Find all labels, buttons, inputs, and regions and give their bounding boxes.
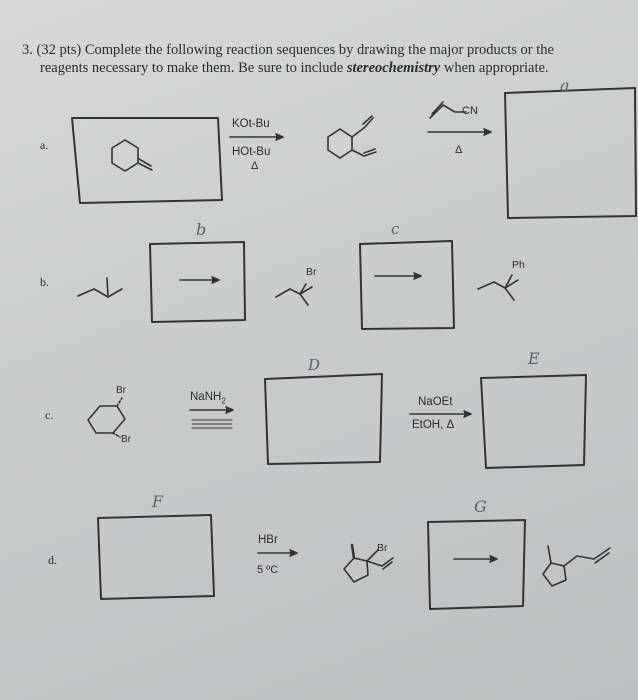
handwritten-d: D — [308, 356, 321, 374]
part-c-label: c. — [45, 408, 54, 422]
part-a-heat2-label: Δ — [455, 144, 463, 156]
part-b-br-label: Br — [306, 266, 317, 278]
part-d-product — [543, 546, 610, 586]
question-text-line2-start: reagents necessary to make them. Be sure to include — [40, 60, 347, 76]
part-a-reagent-top: KOt-Bu — [232, 118, 270, 130]
part-b-alkane — [78, 278, 122, 297]
handwritten-f: F — [152, 492, 164, 511]
part-b-ph-label: Ph — [512, 259, 525, 271]
part-b-arrow-1-head — [212, 277, 219, 283]
part-c-answer-box-1 — [265, 374, 382, 464]
part-a-exocyclic-bond — [138, 159, 152, 170]
part-c-wedge-bottom — [113, 433, 120, 437]
part-c-equal-lines — [192, 420, 232, 428]
part-d-arrow-2-head — [490, 556, 497, 562]
handwritten-g: G — [474, 497, 487, 516]
part-c-reagent-2-bottom: EtOH, Δ — [412, 419, 455, 431]
part-d-answer-box-1 — [98, 515, 214, 599]
question-text-line1: Complete the following reaction sequences by drawing the major products or the — [84, 42, 554, 58]
part-a-arrow-2-head — [484, 129, 491, 135]
part-a-arrow-1-head — [276, 134, 283, 140]
part-a-start-box — [72, 118, 222, 203]
part-a-reagent-bottom: HOt-Bu — [232, 146, 271, 158]
handwritten-a: a — [560, 76, 570, 95]
part-c-arrow-2-head — [464, 411, 471, 417]
part-b-arrow-2-head — [414, 273, 421, 279]
part-d-arrow-head — [290, 550, 297, 556]
part-d-wedge — [352, 545, 354, 558]
part-a-label: a. — [40, 138, 49, 152]
part-a-diene-alkene-1 — [352, 116, 373, 137]
part-d-reagent-top: HBr — [258, 534, 278, 546]
part-c-reagent-1-text: NaNH — [190, 391, 222, 403]
handwritten-b: b — [196, 220, 207, 239]
handwritten-e: E — [528, 349, 540, 368]
part-c-reagent-2-top: NaOEt — [418, 396, 453, 408]
part-b-phenyl-product — [478, 275, 518, 300]
part-b-answer-box-1 — [150, 242, 245, 322]
part-b-bromide — [276, 284, 312, 305]
question-emphasis: stereochemistry — [346, 60, 441, 76]
part-c-reagent-1-sub: 2 — [221, 396, 226, 406]
part-d-br-label: Br — [377, 542, 388, 554]
part-b-label: b. — [40, 275, 49, 289]
part-d-label: d. — [48, 553, 57, 567]
part-c-answer-box-2 — [481, 375, 586, 468]
part-a-diene-alkene-2 — [352, 149, 376, 156]
part-c-br-bottom-label: Br — [121, 434, 131, 445]
part-d-reagent-bottom: 5 ºC — [257, 564, 279, 576]
question-points: (32 pts) — [36, 42, 82, 58]
question-text-line2-end: when appropriate. — [440, 60, 549, 76]
part-c-cyclohexane — [88, 406, 125, 433]
part-a-diene — [328, 129, 352, 158]
part-c-reagent-1 — [190, 391, 226, 405]
part-c-wedge-top — [117, 398, 122, 406]
part-c-arrow-1-head — [226, 407, 233, 413]
question-number: 3. — [22, 42, 33, 58]
part-d-answer-box-2 — [428, 520, 525, 609]
part-a-dienophile — [430, 102, 466, 118]
handwritten-c: c — [391, 220, 400, 238]
part-d-cyclopentane — [344, 558, 368, 582]
part-a-heat-label: Δ — [251, 160, 259, 172]
part-b-answer-box-2 — [360, 241, 454, 329]
part-a-cn-label: CN — [462, 105, 478, 117]
part-c-br-top-label: Br — [116, 385, 126, 396]
part-a-cyclohexane — [112, 140, 138, 171]
part-a-answer-box — [505, 88, 636, 218]
